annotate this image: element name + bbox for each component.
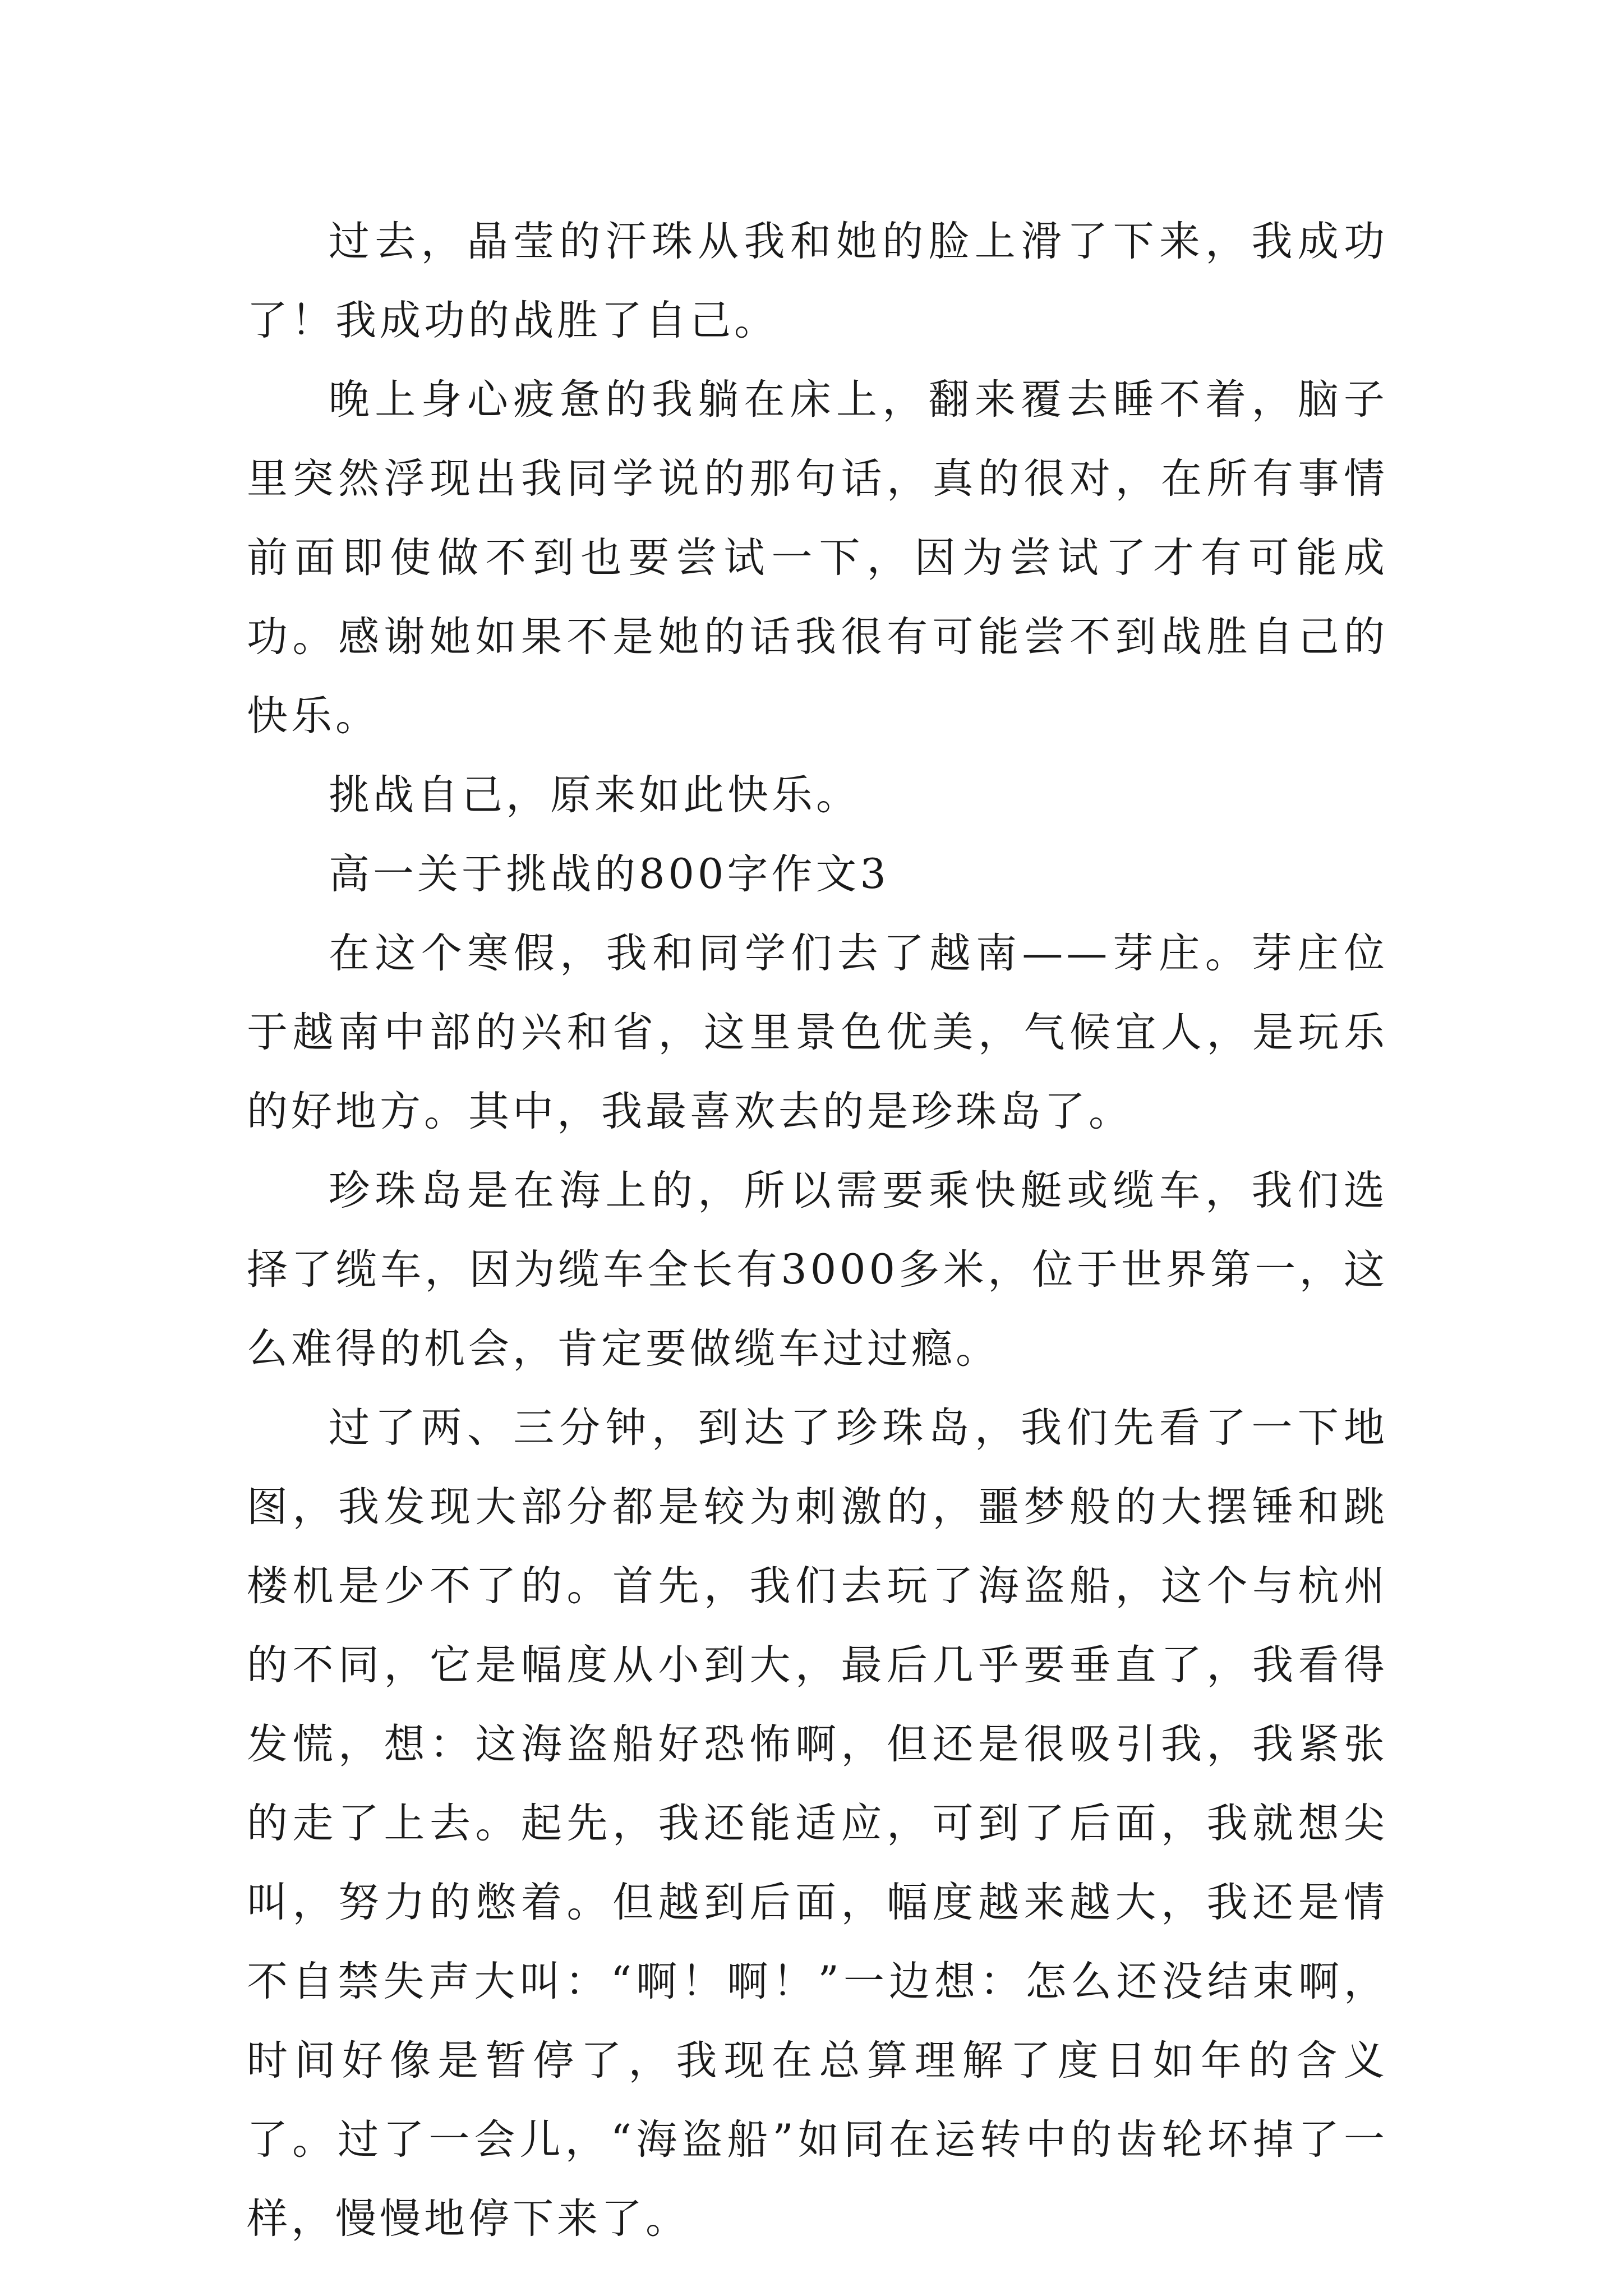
paragraph-nha-trang-intro: 在这个寒假，我和同学们去了越南——芽庄。芽庄位于越南中部的兴和省，这里景色优美，气候宜人，是玩乐的好地方。其中，我最喜欢去的是珍珠岛了。 [247,930,1388,1135]
essay-title: 高一关于挑战的800字作文3 [329,850,889,898]
paragraph-night-reflection: 晚上身心疲惫的我躺在床上，翻来覆去睡不着，脑子里突然浮现出我同学说的那句话，真的很对，在所有事情前面即使做不到也要尝试一下，因为尝试了才有可能成功。感谢她如果不是她的话我很有可能尝不到战胜自己的快乐。 [247,376,1388,740]
paragraph-cable-car: 珍珠岛是在海上的，所以需要乘快艇或缆车，我们选择了缆车，因为缆车全长有3000多米，位于世界第一，这么难得的机会，肯定要做缆车过过瘾。 [247,1167,1388,1373]
essay-body [247,202,1388,2258]
paragraph-conclusion: 挑战自己，原来如此快乐。 [329,771,860,819]
paragraph-success: 过去，晶莹的汗珠从我和她的脸上滑了下来，我成功了！我成功的战胜了自己。 [247,218,1388,344]
paragraph-pirate-ship: 过了两、三分钟，到达了珍珠岛，我们先看了一下地图，我发现大部分都是较为刺激的，噩梦般的大摆锤和跳楼机是少不了的。首先，我们去玩了海盗船，这个与杭州的不同，它是幅度从小到大，最后几乎要垂直了，我看得发慌，想：这海盗船好恐怖啊，但还是很吸引我，我紧张的走了上去。起先，我还能适应，可到了后面，我就想尖叫，努力的憋着。但越到后面，幅度越来越大，我还是情不自禁失声大叫：“啊！啊！”一边想：怎么还没结束啊，时间好像是暂停了，我现在总算理解了度日如年的含义了。过了一会儿，“海盗船”如同在运转中的齿轮坏掉了一样，慢慢地停下来了。 [247,1404,1388,2243]
